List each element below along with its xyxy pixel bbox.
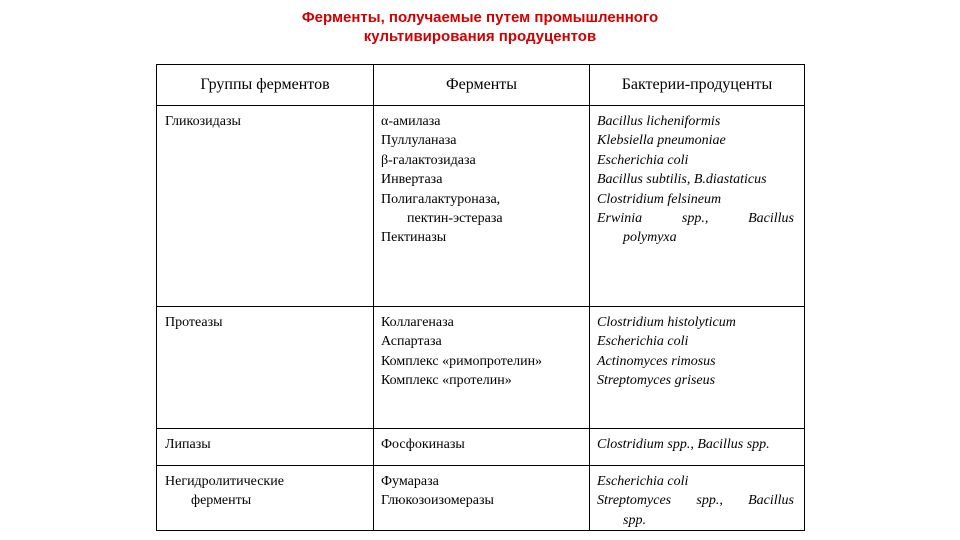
header-enzymes: Ферменты (374, 65, 590, 106)
table-header-row (157, 65, 805, 106)
header-groups: Группы ферментов (157, 65, 374, 106)
group-cell (157, 429, 374, 466)
bacteria-name: Clostridium spp., Bacillus spp. (597, 437, 770, 452)
bacteria-name: Actinomyces rimosus (597, 353, 716, 369)
group-name: Протеазы (165, 315, 223, 330)
bacteria-name: Streptomyces griseus (597, 373, 716, 389)
header-bacteria: Бактерии-продуценты (590, 65, 805, 106)
bacteria-name: Escherichia coli (597, 334, 689, 350)
bacteria-word: spp., (696, 493, 723, 509)
group-cell (157, 106, 374, 307)
enzymes-cell (374, 106, 590, 307)
enzyme-name: Фосфокиназы (381, 437, 465, 452)
table-row (157, 106, 805, 307)
enzymes-cell (374, 307, 590, 429)
group-cell (157, 466, 374, 531)
enzyme-name: Пуллуланаза (381, 133, 457, 149)
group-name: Липазы (165, 437, 211, 452)
bacteria-name: spp. (623, 512, 646, 528)
table-row (157, 429, 805, 466)
bacteria-word: spp., (681, 211, 709, 227)
bacteria-name: Escherichia coli (597, 474, 689, 489)
enzyme-name: Коллагеназа (381, 315, 454, 330)
bacteria-cell (590, 466, 805, 531)
enzymes-cell (374, 429, 590, 466)
bacteria-name: Bacillus licheniformis (597, 114, 721, 129)
bacteria-name-justified (597, 491, 798, 510)
enzyme-name: Глюкозоизомеразы (381, 493, 494, 509)
group-name: Негидролитические (165, 474, 284, 489)
table-row (157, 466, 805, 531)
enzyme-name: Полигалактуроназа, (381, 191, 501, 207)
enzyme-name: Пектиназы (381, 230, 447, 246)
enzyme-name: α-амилаза (381, 114, 441, 129)
group-name: ферменты (191, 493, 252, 509)
bacteria-name: Klebsiella pneumoniae (597, 133, 726, 149)
enzyme-name: Фумараза (381, 474, 439, 489)
bacteria-word: Erwinia (597, 211, 643, 227)
bacteria-word: Streptomyces (597, 493, 672, 509)
bacteria-cell (590, 429, 805, 466)
group-name: Гликозидазы (165, 114, 241, 129)
enzymes-cell (374, 466, 590, 531)
bacteria-name: Clostridium histolyticum (597, 315, 736, 330)
bacteria-word: Bacillus (748, 211, 794, 227)
enzyme-name: Аспартаза (381, 334, 442, 350)
bacteria-name: Clostridium felsineum (597, 191, 722, 207)
bacteria-cell (590, 106, 805, 307)
enzyme-name: β-галактозидаза (381, 152, 476, 168)
table-row (157, 307, 805, 429)
bacteria-name: Escherichia coli (597, 152, 689, 168)
title-line-1: Ферменты, получаемые путем промышленного (301, 9, 659, 26)
enzymes-table (156, 64, 805, 531)
bacteria-word: Bacillus (748, 493, 794, 509)
title-line-2: культивирования продуцентов (363, 28, 597, 45)
bacteria-name: polymyxa (623, 230, 677, 246)
bacteria-name: Bacillus subtilis, B.diastaticus (597, 172, 767, 188)
enzyme-name: Инвертаза (381, 172, 443, 188)
bacteria-cell (590, 307, 805, 429)
enzyme-name: пектин-эстераза (407, 211, 503, 227)
enzyme-name: Комплекс «римопротелин» (381, 353, 543, 369)
page-title (0, 8, 960, 46)
group-cell (157, 307, 374, 429)
enzyme-name: Комплекс «протелин» (381, 373, 512, 389)
bacteria-name-justified (597, 209, 798, 228)
